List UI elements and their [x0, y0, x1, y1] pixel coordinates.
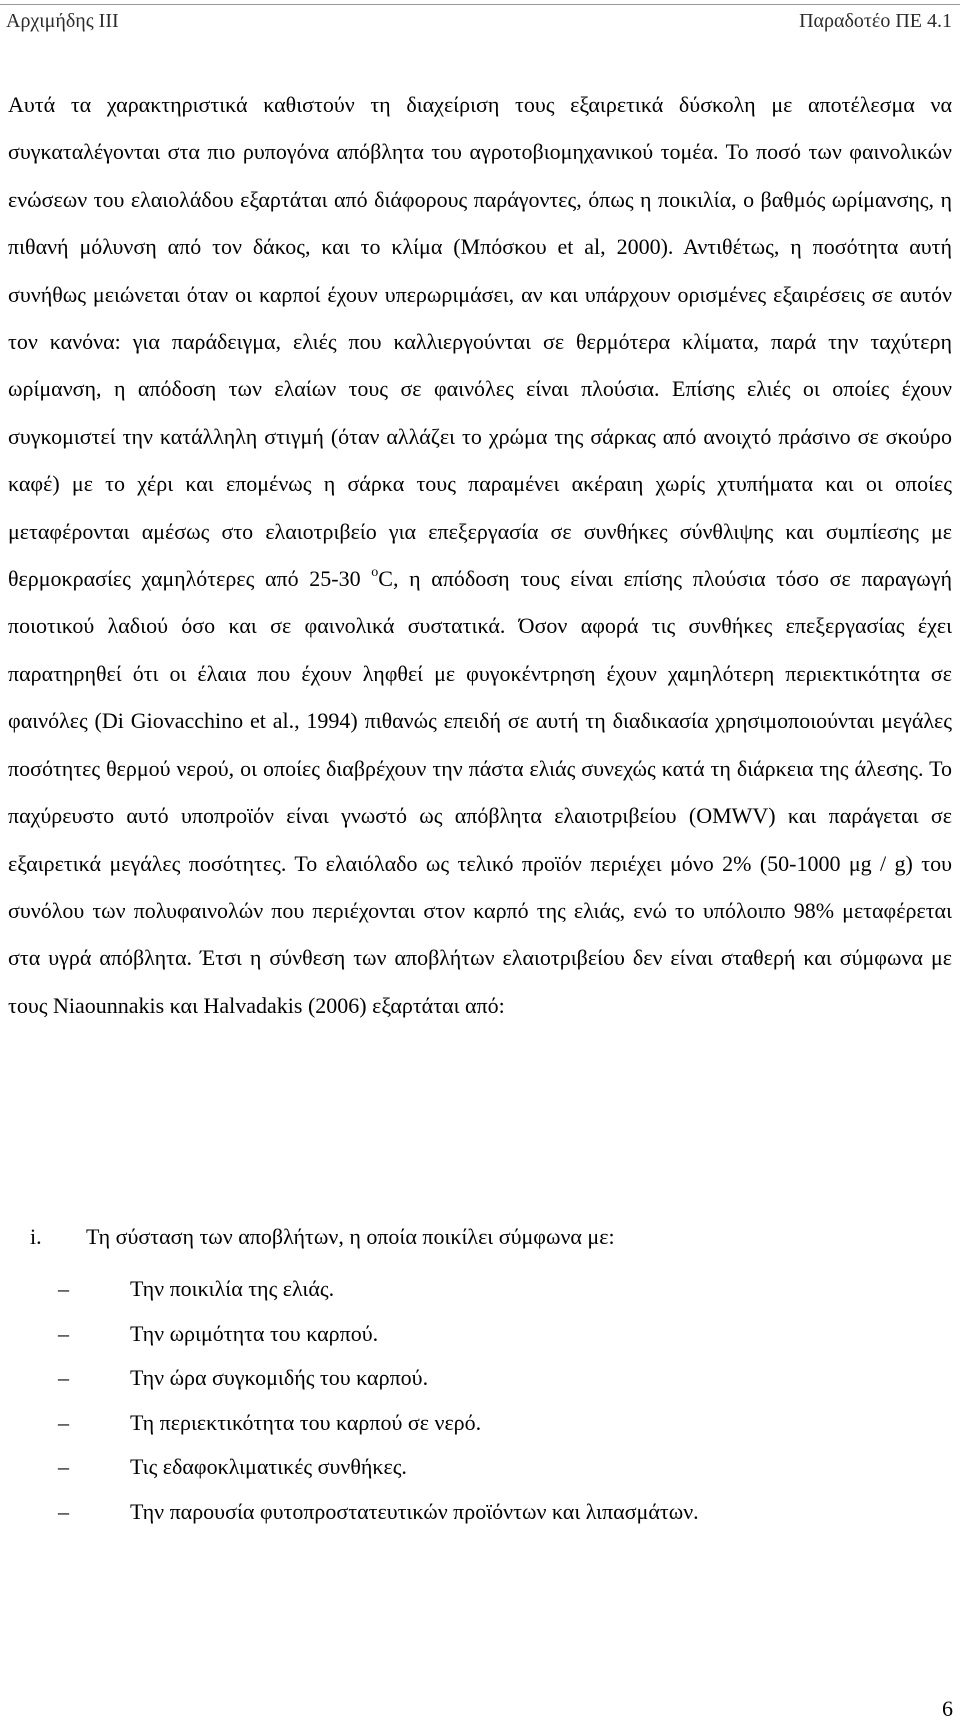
main-content — [8, 81, 952, 1029]
sub-list-item — [8, 1365, 952, 1410]
sub-list-item — [8, 1454, 952, 1499]
sub-list-item-text: Τη περιεκτικότητα του καρπού σε νερό. — [130, 1409, 482, 1435]
dash-bullet-icon: – — [58, 1454, 69, 1480]
dash-bullet-icon: – — [58, 1498, 69, 1524]
body-paragraph — [8, 81, 952, 1029]
paragraph-text-part-2: C, η απόδοση τους είναι επίσης πλούσια τόσο σε παραγωγή ποιοτικού λαδιού όσο και σε φαινολικά συστατικά. Όσον αφορά τις συνθήκες επεξεργασίας έχει παρατηρηθεί ότι οι έλαια που έχουν ληφθεί με φυγοκέντρηση έχουν χαμηλότερη περιεκτικότητα σε φαινόλες (Di Giovacchino et al., 1994) πιθανώς επειδή σε αυτή τη διαδικασία χρησιμοποιούνται μεγάλες ποσότητες θερμού νερού, οι οποίες διαβρέχουν την πάστα ελιάς συνεχώς κατά τη διάρκεια της άλεσης. Το παχύρευστο αυτό υποπροϊόν είναι γνωστό ως απόβλητα ελαιοτριβείου (OMWV) και παράγεται σε εξαιρετικά μεγάλες ποσότητες. Το ελαιόλαδο ως τελικό προϊόν περιέχει μόνο 2% (50-1000 μg / g) του συνόλου των πολυφαινολών που περιέχονται στον καρπό της ελιάς, ενώ το υπόλοιπο 98% μεταφέρεται στα υγρά απόβλητα. Έτσι η σύνθεση των αποβλήτων ελαιοτριβείου δεν είναι σταθερή και σύμφωνα με τους Niaounnakis και Halvadakis (2006) εξαρτάται από: — [8, 566, 952, 1018]
header-project-title: Αρχιμήδης ΙΙΙ — [6, 10, 119, 32]
sub-list-item — [8, 1499, 952, 1544]
list-item-main — [8, 1224, 952, 1272]
paragraph-text-part-1: Αυτά τα χαρακτηριστικά καθιστούν τη διαχείριση τους εξαιρετικά δύσκολη με αποτέλεσμα να συγκαταλέγονται στα πιο ρυπογόνα απόβλητα του αγροτοβιομηχανικού τομέα. Το ποσό των φαινολικών ενώσεων του ελαιολάδου εξαρτάται από διάφορους παράγοντες, όπως η ποικιλία, ο βαθμός ωρίμανσης, η πιθανή μόλυνση από τον δάκος, και το κλίμα (Μπόσκου et al, 2000). Αντιθέτως, η ποσότητα αυτή συνήθως μειώνεται όταν οι καρποί έχουν υπερωριμάσει, αν και υπάρχουν ορισμένες εξαιρέσεις σε αυτόν τον κανόνα: για παράδειγμα, ελιές που καλλιεργούνται σε θερμότερα κλίματα, παρά την ταχύτερη ωρίμανση, η απόδοση των ελαίων τους σε φαινόλες είναι πλούσια. Επίσης ελιές οι οποίες έχουν συγκομιστεί την κατάλληλη στιγμή (όταν αλλάζει το χρώμα της σάρκας από ανοιχτό πράσινο σε σκούρο καφέ) με το χέρι και επομένως η σάρκα τους παραμένει ακέραιη χωρίς χτυπήματα και οι οποίες μεταφέρονται αμέσως στο ελαιοτριβείο για επεξεργασία σε συνθήκες σύνθλιψης και συμπίεσης με θερμοκρασίες χαμηλότερες από 25-30 — [8, 92, 952, 592]
sub-list-item-text: Τις εδαφοκλιματικές συνθήκες. — [130, 1454, 407, 1480]
header-rule — [0, 4, 960, 5]
sub-list-item-text: Την ωριμότητα του καρπού. — [130, 1320, 379, 1346]
sub-list-item-text: Την ποικιλία της ελιάς. — [130, 1276, 335, 1301]
sub-list-item-text: Την παρουσία φυτοπροστατευτικών προϊόντων και λιπασμάτων. — [130, 1498, 699, 1524]
dash-bullet-icon: – — [58, 1365, 69, 1391]
header-deliverable-label: Παραδοτέο ΠΕ 4.1 — [799, 10, 952, 32]
dash-bullet-icon: – — [58, 1276, 69, 1301]
sub-list-item-text: Την ώρα συγκομιδής του καρπού. — [130, 1365, 429, 1391]
sub-list-item — [8, 1410, 952, 1455]
sub-list-item — [8, 1321, 952, 1366]
page-number: 6 — [942, 1696, 953, 1721]
sub-list-item — [8, 1276, 952, 1321]
dash-bullet-icon: – — [58, 1320, 69, 1346]
list-marker: i. — [30, 1224, 42, 1249]
dash-bullet-icon: – — [58, 1409, 69, 1435]
sub-list — [8, 1276, 952, 1544]
list-item-text: Τη σύσταση των αποβλήτων, η οποία ποικίλει σύμφωνα με: — [86, 1224, 615, 1249]
page-header — [0, 0, 960, 46]
composition-list — [8, 1224, 952, 1544]
degree-superscript: o — [371, 565, 379, 581]
